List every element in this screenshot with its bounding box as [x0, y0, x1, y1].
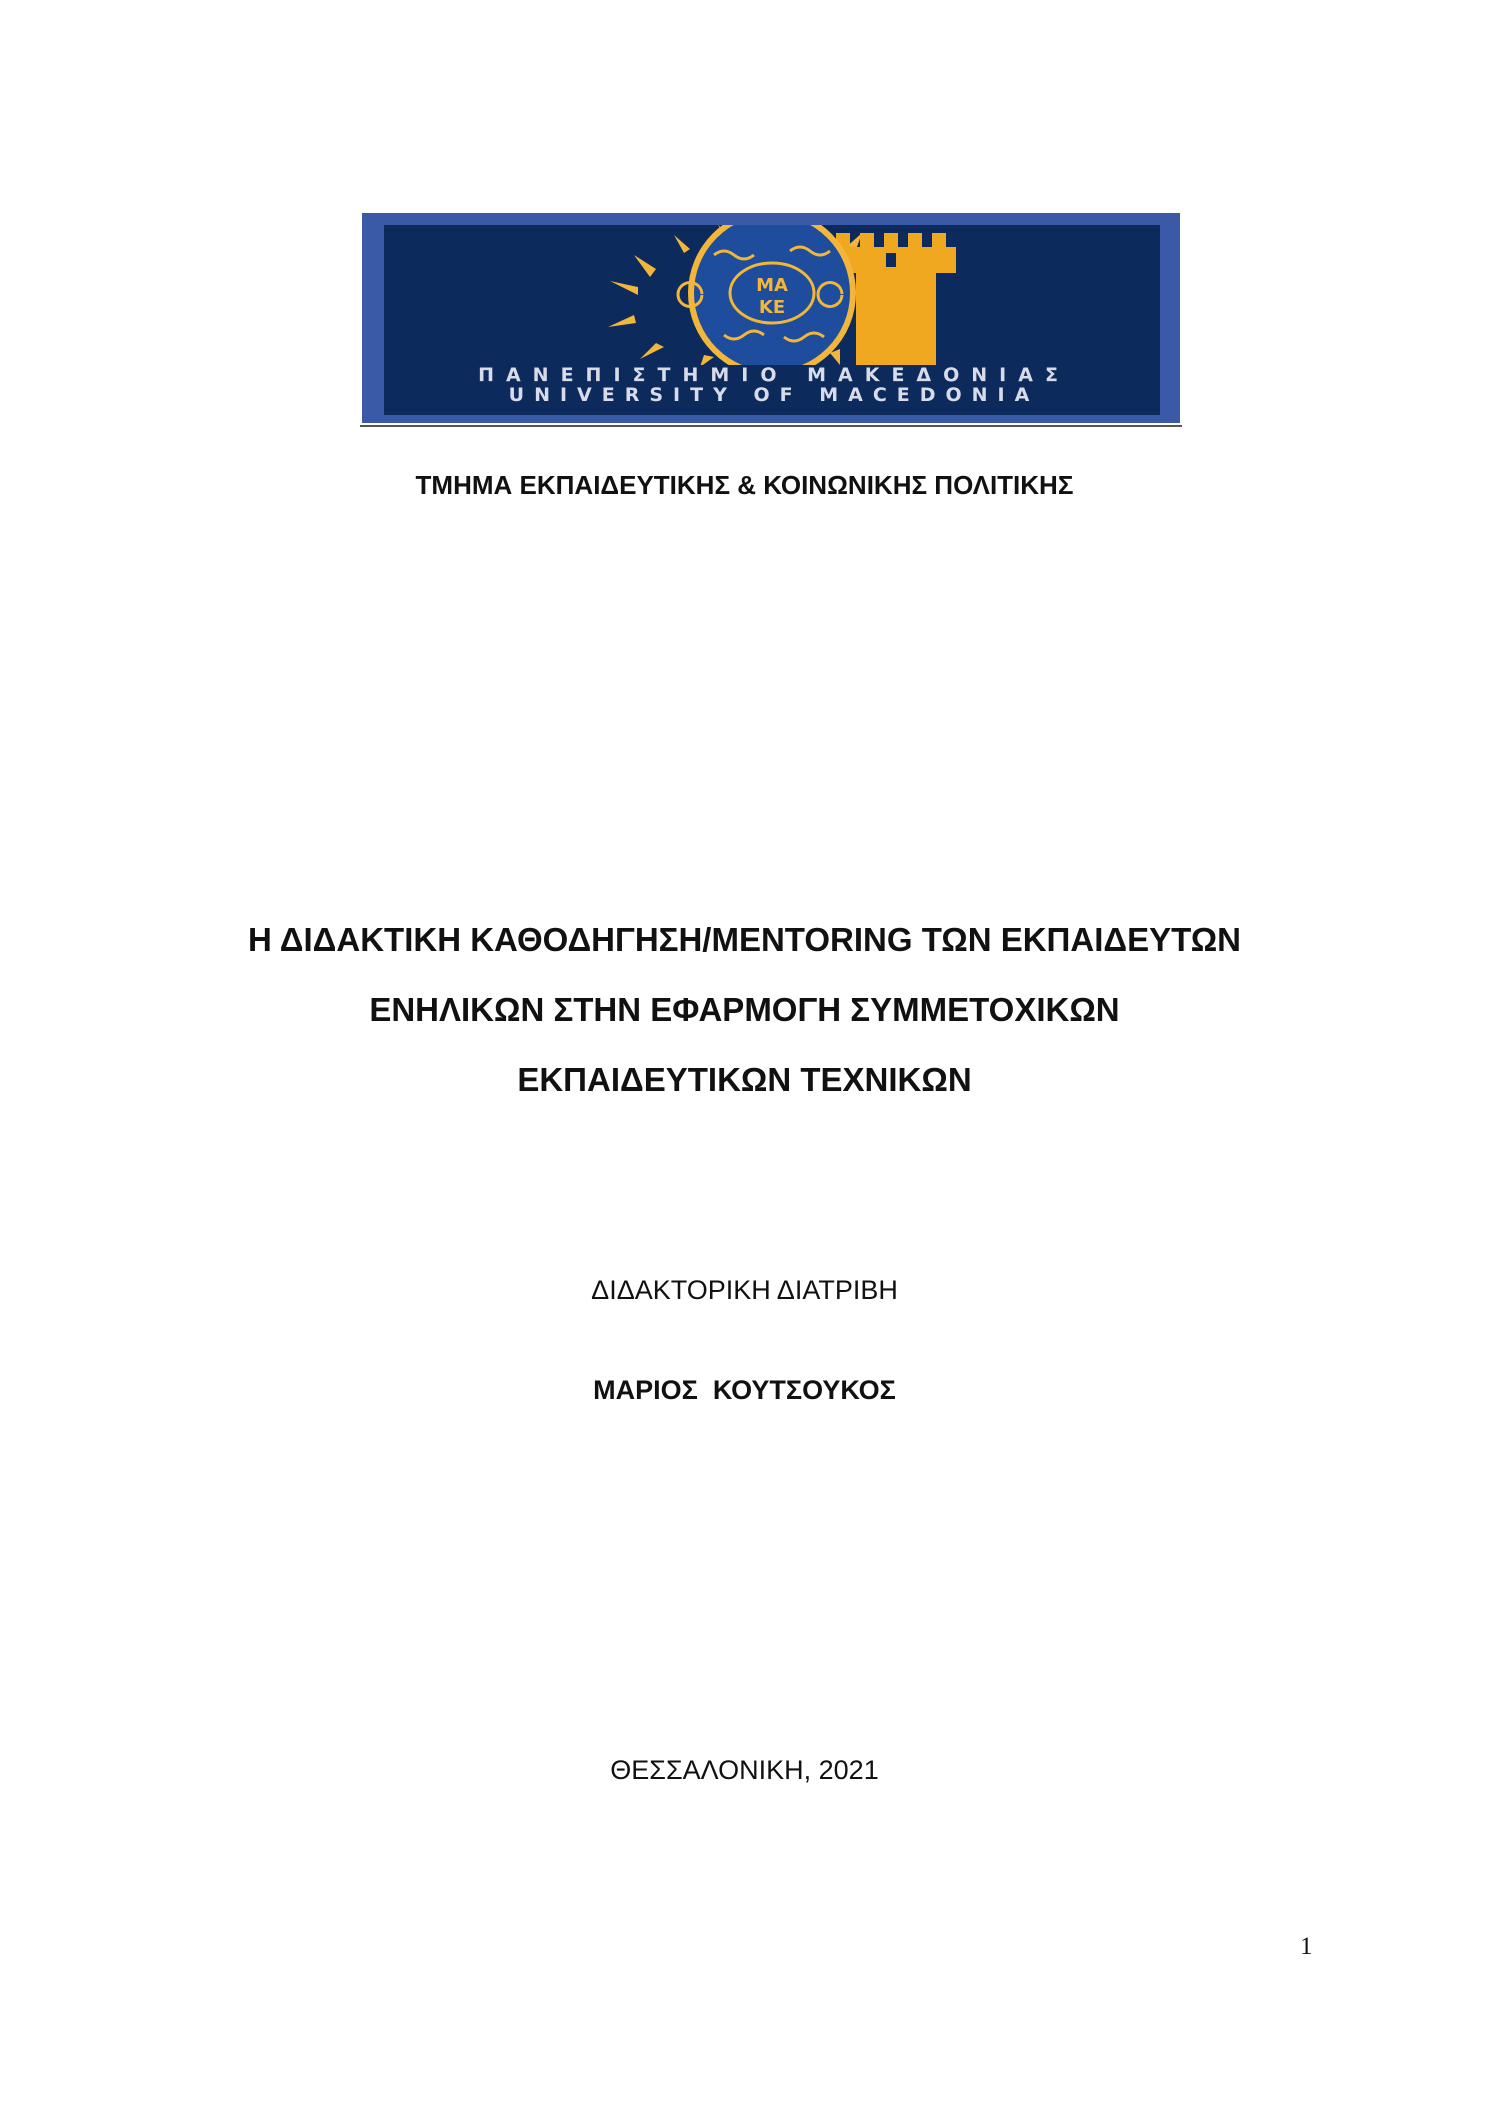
- title-line-3: ΕΚΠΑΙΔΕΥΤΙΚΩΝ ΤΕΧΝΙΚΩΝ: [517, 1061, 972, 1098]
- page-number: 1: [1300, 1933, 1313, 1960]
- thesis-title: [0, 905, 1489, 1115]
- logo-greek-name: ΠΑΝΕΠΙΣΤΗΜΙΟ ΜΑΚΕΔΟΝΙΑΣ: [478, 364, 1070, 386]
- logo-panel: [384, 225, 1160, 415]
- emblem-letters-bottom: ΚΕ: [758, 297, 786, 318]
- logo-underline: [360, 425, 1182, 427]
- place-and-year: ΘΕΣΣΑΛΟΝΙΚΗ, 2021: [610, 1755, 879, 1785]
- university-logo: [362, 213, 1180, 429]
- logo-english-name: UNIVERSITY OF MACEDONIA: [508, 384, 1040, 406]
- title-line-2: ΕΝΗΛΙΚΩΝ ΣΤΗΝ ΕΦΑΡΜΟΓΗ ΣΥΜΜΕΤΟΧΙΚΩΝ: [369, 991, 1120, 1028]
- author-name: ΜΑΡΙΟΣ ΚΟΥΤΣΟΥΚΟΣ: [593, 1375, 896, 1405]
- logo-emblem: [384, 225, 1160, 365]
- emblem-letters-top: ΜΑ: [756, 275, 788, 296]
- document-type: ΔΙΔΑΚΤΟΡΙΚΗ ΔΙΑΤΡΙΒΗ: [591, 1275, 898, 1305]
- title-line-1: Η ΔΙΔΑΚΤΙΚΗ ΚΑΘΟΔΗΓΗΣΗ/MENTORING ΤΩΝ ΕΚΠΑΙΔΕΥΤΩΝ: [248, 921, 1241, 958]
- department-heading: ΤΜΗΜΑ ΕΚΠΑΙΔΕΥΤΙΚΗΣ & ΚΟΙΝΩΝΙΚΗΣ ΠΟΛΙΤΙΚΗΣ: [415, 470, 1074, 500]
